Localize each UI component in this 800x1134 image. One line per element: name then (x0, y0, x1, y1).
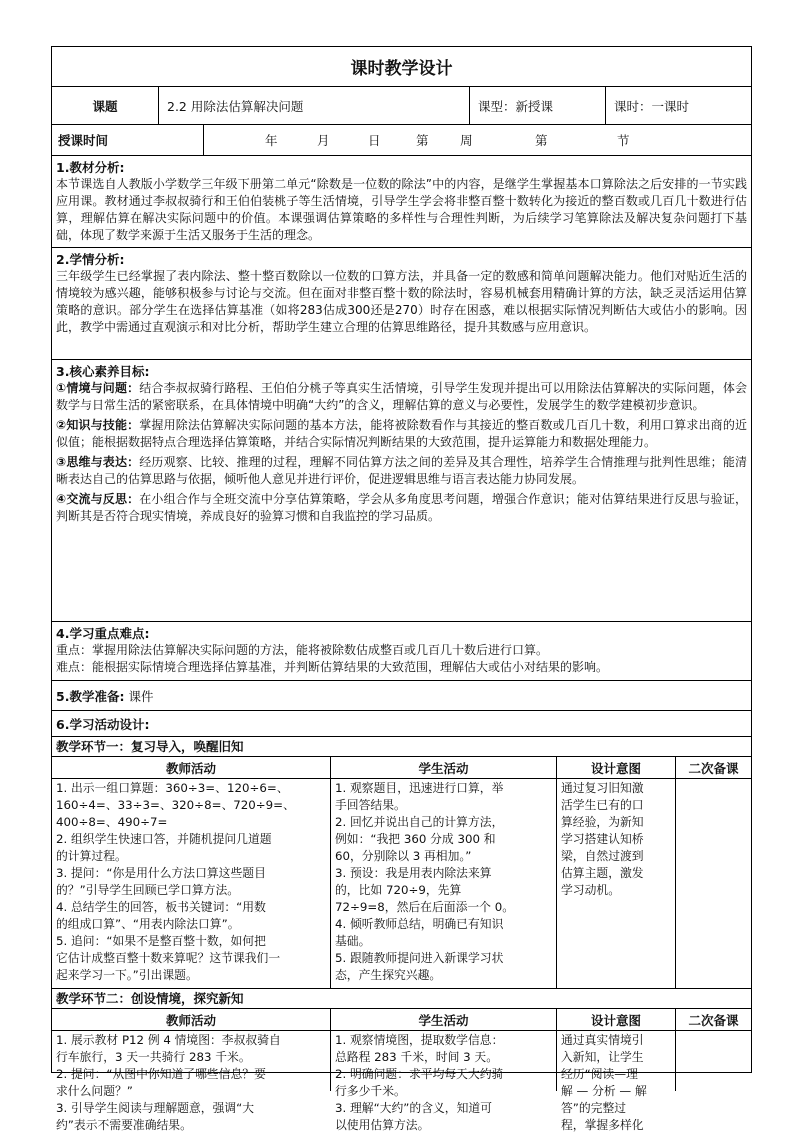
preparation-value: 课件 (128, 688, 154, 704)
phase2-heading-row (52, 989, 751, 1009)
section-textbook-analysis (52, 156, 751, 248)
time-year: 年 (265, 133, 278, 148)
activity-line: 基础。 (335, 934, 371, 948)
time-section-prefix: 第 (535, 133, 548, 148)
time-week: 周 (460, 133, 473, 148)
intent-line: 活学生已有的口 (561, 798, 644, 812)
section-heading: 2.学情分析: (56, 252, 125, 267)
section-body: 三年级学生已经掌握了表内除法、整十整百数除以一位数的口算方法，并具备一定的数感和简单问题解决能力。他们对贴近生活的情境较为感兴趣，能够积极参与讨论与交流。但在面对非整百整十数的除法时，容易机械套用精确计算的方法，缺乏灵活运用估算策略的意识。部分学生在选择估算基准（如将283估成300还是270）时存在困惑，难以根据实际情况判断估大或估小的影响。因此，教学中需通过直观演示和对比分析，帮助学生建立合理的估算思维路径，提升其数感与应用意识。 (56, 269, 747, 334)
activity-line: 2. 回忆并说出自己的计算方法， (335, 815, 504, 829)
column-teacher: 教师活动 (52, 757, 331, 778)
preparation-line (56, 681, 751, 710)
phase-heading: 教学环节一：复习导入，唤醒旧知 (56, 739, 244, 754)
lesson-type (470, 87, 606, 124)
activity-line: 3. 提问：“你是用什么方法口算这些题目 (56, 866, 266, 880)
activity-line: 起来学习一下。”引出课题。 (56, 968, 198, 982)
activity-line: 例如：“我把 360 分成 300 和 (335, 832, 496, 846)
activity-line: 1. 观察情境图，提取数学信息： (335, 1033, 504, 1047)
key-point: 重点：掌握用除法估算解决实际问题的方法，能将被除数估成整百或几百几十数后进行口算。 (56, 643, 549, 657)
column-notes: 二次备课 (688, 1012, 739, 1028)
activity-line: 行多少千米。 (335, 1084, 406, 1098)
topic-value: 2.2 用除法估算解决问题 (159, 87, 470, 124)
goal-item (52, 380, 751, 414)
phase2-content-row (52, 1031, 751, 1132)
phase2-column-headers (52, 1009, 751, 1031)
section-activity-design (52, 711, 751, 737)
section-heading: 6.学习活动设计: (56, 716, 150, 732)
topic-label: 课题 (52, 87, 159, 124)
lesson-period (606, 87, 751, 124)
activity-line: 2. 明确问题：求平均每天大约骑 (335, 1067, 504, 1081)
activity-line: 1. 观察题目，迅速进行口算，举 (335, 781, 504, 795)
activity-line: 1. 出示一组口算题：360÷3=、120÷6=、 (56, 781, 289, 795)
intent-line: 估算主题，激发 (561, 866, 644, 880)
teacher-activity (52, 1031, 331, 1132)
intent-line: 学习搭建认知桥 (561, 832, 644, 846)
goal-label: ③思维与表达： (56, 455, 140, 469)
time-day: 日 (368, 133, 381, 148)
column-notes: 二次备课 (688, 760, 739, 776)
time-label: 授课时间 (52, 125, 204, 155)
page-title: 课时教学设计 (350, 59, 453, 79)
activity-line: 5. 跟随教师提问进入新课学习状 (335, 951, 504, 965)
section-heading: 1.教材分析: (56, 160, 125, 175)
student-activity (331, 779, 557, 988)
activity-line: 的？”引导学生回顾已学口算方法。 (56, 883, 240, 897)
lesson-type-value: 新授课 (515, 98, 554, 114)
section-preparation (52, 681, 751, 711)
design-intent (557, 779, 676, 988)
activity-line: 2. 组织学生快速口答，并随机提问几道题 (56, 832, 272, 846)
activity-line: 总路程 283 千米，时间 3 天。 (335, 1050, 498, 1064)
intent-line: 梁，自然过渡到 (561, 849, 644, 863)
design-intent (557, 1031, 676, 1132)
column-student: 学生活动 (331, 757, 557, 778)
activity-line: 约”表示不需要准确结果。 (56, 1118, 192, 1132)
activity-line: 4. 总结学生的回答，板书关键词：“用数 (56, 900, 266, 914)
lesson-period-label: 课时： (614, 98, 652, 114)
activity-line: 行车旅行，3 天一共骑行 283 千米。 (56, 1050, 251, 1064)
activity-line: 5. 追问：“如果不是整百整十数，如何把 (56, 934, 266, 948)
activity-line: 的计算过程。 (56, 849, 127, 863)
section-heading: 3.核心素养目标: (56, 364, 150, 379)
section-heading: 4.学习重点难点: (56, 626, 150, 641)
section-core-goals (52, 360, 751, 622)
column-student: 学生活动 (331, 1009, 557, 1030)
activity-line: 3. 理解“大约”的含义，知道可 (335, 1101, 492, 1115)
section-heading: 5.教学准备: (56, 688, 125, 704)
phase1-content-row (52, 779, 751, 989)
student-activity (331, 1031, 557, 1132)
section-body: 本节课选自人教版小学数学三年级下册第二单元“除数是一位数的除法”中的内容，是继学生掌握基本口算除法之后安排的一节实践应用课。教材通过李叔叔骑行和王伯伯装桃子等生活情境，引导学生学会将非整百整十数转化为接近的整百数或几百几十数进行估算，理解估算在解决实际问题中的价值。本课强调估算策略的多样性与合理性判断，为后续学习笔算除法及解决复杂问题打下基础，体现了数学来源于生活又服务于生活的理念。 (56, 177, 747, 242)
intent-line: 通过复习旧知激 (561, 781, 644, 795)
intent-line: 通过真实情境引 (561, 1033, 644, 1047)
intent-line: 算经验，为新知 (561, 815, 644, 829)
topic-row (52, 87, 751, 125)
goal-label: ①情境与问题： (56, 381, 140, 395)
goal-text: 经历观察、比较、推理的过程，理解不同估算方法之间的差异及其合理性，培养学生合情推理与批判性思维；能清晰表达自己的估算思路与依据，倾听他人意见并进行评价，促进逻辑思维与语言表达能力协同发展。 (56, 455, 747, 486)
activity-line: 160÷4=、33÷3=、320÷8=、720÷9=、 (56, 798, 295, 812)
phase-heading: 教学环节二：创设情境，探究新知 (56, 991, 244, 1006)
title-row (52, 47, 751, 87)
time-month: 月 (317, 133, 330, 148)
activity-line: 手回答结果。 (335, 798, 406, 812)
goal-text: 结合李叔叔骑行路程、王伯伯分桃子等真实生活情境，引导学生发现并提出可以用除法估算解决的实际问题，体会数学与日常生活的紧密联系，在具体情境中明确“大约”的含义，理解估算的意义与必要性，发展学生的数学建模初步意识。 (56, 381, 747, 412)
section-student-analysis (52, 248, 751, 360)
difficult-point: 难点：能根据实际情境合理选择估算基准，并判断估算结果的大致范围，理解估大或估小对结果的影响。 (56, 660, 609, 674)
intent-line: 程，掌握多样化 (561, 1118, 644, 1132)
activity-line: 60，分别除以 3 再相加。” (335, 849, 472, 863)
activity-line: 3. 引导学生阅读与理解题意，强调“大 (56, 1101, 255, 1115)
intent-line: 经历“阅读—理 (561, 1067, 638, 1081)
lesson-type-label: 课型： (478, 98, 516, 114)
activity-line: 以使用估算方法。 (335, 1118, 430, 1132)
activity-line: 3. 预设：我是用表内除法来算 (335, 866, 492, 880)
goal-item (52, 491, 751, 525)
goal-label: ④交流与反思： (56, 492, 140, 506)
column-teacher: 教师活动 (52, 1009, 331, 1030)
goal-label: ②知识与技能： (56, 418, 140, 432)
column-intent: 设计意图 (557, 1009, 676, 1030)
lesson-plan-sheet (51, 46, 752, 1132)
goal-item (52, 454, 751, 488)
lesson-period-value: 一课时 (651, 98, 690, 114)
intent-line: 入新知，让学生 (561, 1050, 644, 1064)
time-slots (204, 125, 751, 155)
goal-text: 在小组合作与全班交流中分享估算策略，学会从多角度思考问题，增强合作意识；能对估算结果进行反思与验证，判断其是否符合现实情境，养成良好的验算习惯和自我监控的学习品质。 (56, 492, 747, 523)
intent-line: 解 — 分析 — 解 (561, 1084, 647, 1098)
activity-line: 态，产生探究兴趣。 (335, 968, 442, 982)
activity-line: 400÷8=、490÷7= (56, 815, 168, 829)
time-row (52, 125, 751, 156)
secondary-notes (676, 779, 751, 988)
intent-line: 学习动机。 (561, 883, 620, 897)
phase1-column-headers (52, 757, 751, 779)
teacher-activity (52, 779, 331, 988)
activity-line: 4. 倾听教师总结，明确已有知识 (335, 917, 504, 931)
time-week-prefix: 第 (416, 133, 429, 148)
secondary-notes (676, 1031, 751, 1091)
activity-line: 求什么问题？” (56, 1084, 133, 1098)
goal-text: 掌握用除法估算解决实际问题的基本方法，能将被除数看作与其接近的整百数或几百几十数，利用口算求出商的近似值；能根据数据特点合理选择估算策略，并结合实际情况判断结果的大致范围，提升运算能力和数据处理能力。 (56, 418, 747, 449)
time-section: 节 (617, 133, 630, 148)
column-intent: 设计意图 (557, 757, 676, 778)
activity-line: 72÷9=8，然后在后面添一个 0。 (335, 900, 515, 914)
section-key-points (52, 622, 751, 681)
intent-line: 答”的完整过 (561, 1101, 627, 1115)
activity-line: 的组成口算”、“用表内除法口算”。 (56, 917, 240, 931)
goal-item (52, 417, 751, 451)
phase1-heading-row (52, 737, 751, 757)
activity-line: 的，比如 720÷9，先算 (335, 883, 462, 897)
activity-line: 1. 展示教材 P12 例 4 情境图：李叔叔骑自 (56, 1033, 281, 1047)
activity-line: 它估计成整百整十数来算呢？这节课我们一 (56, 951, 281, 965)
activity-line: 2. 提问：“从图中你知道了哪些信息？要 (56, 1067, 266, 1081)
